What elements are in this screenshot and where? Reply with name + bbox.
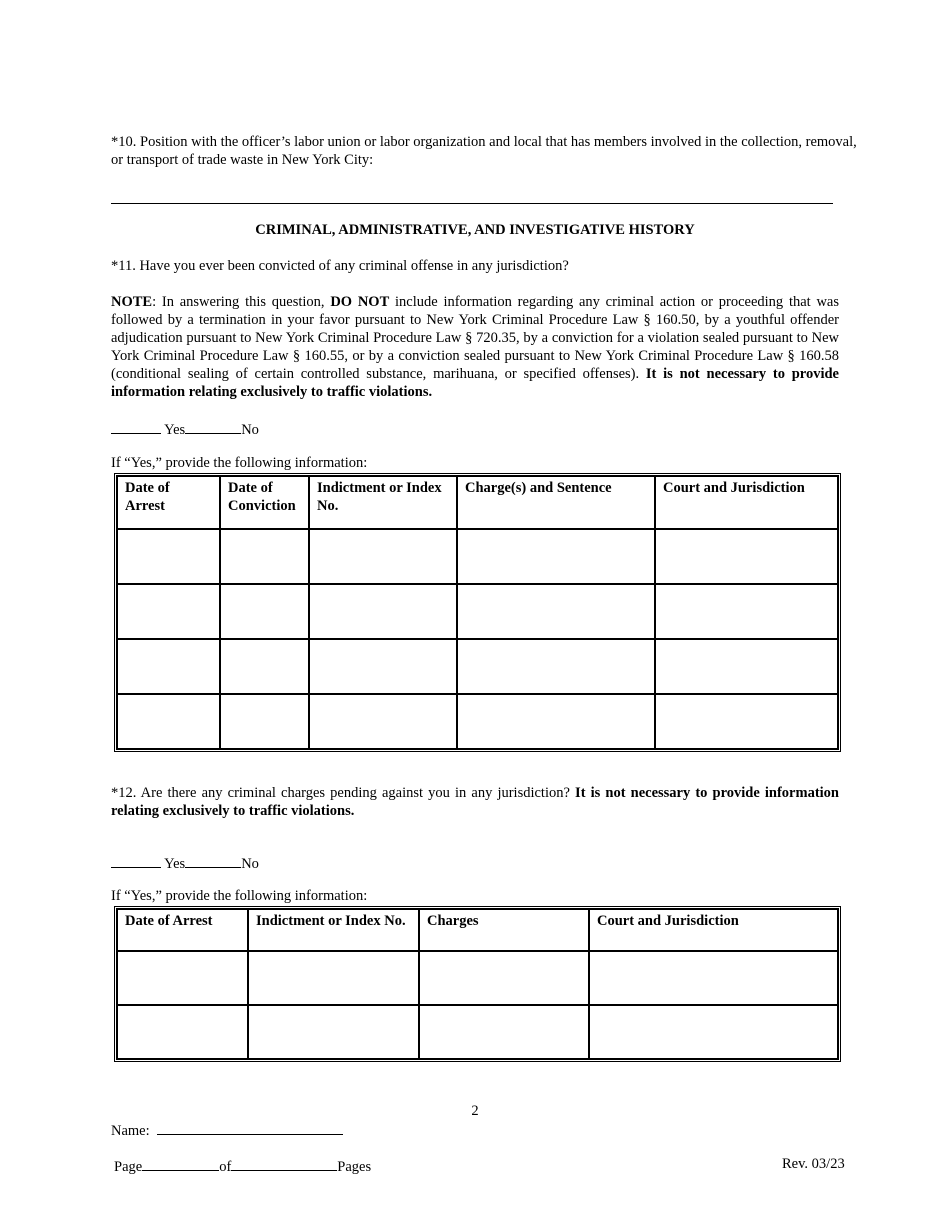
page-label: Page [114,1159,143,1175]
convictions-table [114,473,841,752]
table-cell[interactable] [419,1005,589,1059]
revision-label: Rev. 03/23 [782,1156,845,1172]
q11-yes-blank[interactable] [111,419,161,434]
q12-no-label: No [241,856,259,872]
pending-charges-table [114,906,841,1062]
q11-yes-label: Yes [164,422,186,438]
col-charges-sentence: Charge(s) and Sentence [457,476,655,529]
table-cell[interactable] [309,584,457,639]
table-cell[interactable] [655,694,838,749]
table-cell[interactable] [655,584,838,639]
pages-total-blank[interactable] [231,1156,337,1171]
col-indictment-no: Indictment or Index No. [309,476,457,529]
table-header-row [117,909,838,951]
q11-no-label: No [241,422,259,438]
question-11-note: NOTE: In answering this question, DO NOT include information regarding any criminal action or proceeding that was followed by a termination in your favor pursuant to New York Criminal Procedure Law § 160.50, by a youthful offender adjudication pursuant to New York Criminal Procedure Law § 720.35, by a conviction for a violation sealed pursuant to New York Criminal Procedure Law § 160.55, or by a conviction sealed pursuant to New York Criminal Procedure Law § 160.58 (conditional sealing of certain controlled substance, marihuana, or specified offenses). It is not necessary to provide information relating exclusively to traffic violations. [111,294,839,400]
page-count-field [114,1156,371,1176]
q11-no-blank[interactable] [185,419,241,434]
table-row [117,1005,838,1059]
of-label: of [219,1159,232,1175]
table-row [117,639,838,694]
page-blank[interactable] [142,1156,219,1171]
table-cell[interactable] [457,694,655,749]
table-cell[interactable] [457,529,655,584]
col-charges: Charges [419,909,589,951]
table-cell[interactable] [655,529,838,584]
table-cell[interactable] [220,639,309,694]
col-court-jurisdiction: Court and Jurisdiction [589,909,838,951]
question-10-answer-line[interactable] [111,203,833,204]
q12-no-blank[interactable] [185,853,241,868]
col-indictment-no: Indictment or Index No. [248,909,419,951]
table-cell[interactable] [457,639,655,694]
table-row [117,529,838,584]
table-cell[interactable] [220,529,309,584]
table-cell[interactable] [220,584,309,639]
table-cell[interactable] [117,639,220,694]
col-date-of-conviction: Date of Conviction [220,476,309,529]
pages-label: Pages [337,1159,372,1175]
question-12-text: *12. Are there any criminal charges pending against you in any jurisdiction? It is not necessary to provide information relating exclusively to traffic violations. [111,785,839,819]
table-cell[interactable] [117,529,220,584]
question-10-text: *10. Position with the officer’s labor union or labor organization and local that has members involved in the collection, removal, or transport of trade waste in New York City: [111,134,857,168]
name-label: Name: [111,1123,150,1139]
table-cell[interactable] [589,951,838,1005]
section-heading: CRIMINAL, ADMINISTRATIVE, AND INVESTIGATIVE HISTORY [255,222,695,238]
question-12-yes-no [111,853,259,873]
table-cell[interactable] [248,1005,419,1059]
table-cell[interactable] [309,639,457,694]
table-cell[interactable] [220,694,309,749]
table-cell[interactable] [117,584,220,639]
note-label: NOTE [111,294,153,310]
question-12-if-yes: If “Yes,” provide the following information: [111,888,368,904]
table-cell[interactable] [589,1005,838,1059]
note-do-not: DO NOT [330,294,390,310]
note-traffic-exclusion: It is not necessary to provide information relating exclusively to traffic violations. [111,366,839,400]
col-date-of-arrest: Date of Arrest [117,476,220,529]
table-header-row [117,476,838,529]
question-11-if-yes: If “Yes,” provide the following information: [111,455,368,471]
table-cell[interactable] [117,1005,248,1059]
q12-yes-blank[interactable] [111,853,161,868]
q12-yes-label: Yes [164,856,186,872]
table-row [117,694,838,749]
table-cell[interactable] [248,951,419,1005]
page-number: 2 [471,1103,479,1119]
table-row [117,584,838,639]
table-cell[interactable] [117,694,220,749]
table-cell[interactable] [309,529,457,584]
name-field [111,1120,343,1140]
table-cell[interactable] [655,639,838,694]
question-11-yes-no [111,419,259,439]
col-court-jurisdiction: Court and Jurisdiction [655,476,838,529]
table-cell[interactable] [309,694,457,749]
table-cell[interactable] [419,951,589,1005]
col-date-of-arrest: Date of Arrest [117,909,248,951]
name-blank[interactable] [157,1120,343,1135]
q12-traffic-exclusion: It is not necessary to provide information relating exclusively to traffic violations. [111,785,839,819]
question-11-text: *11. Have you ever been convicted of any criminal offense in any jurisdiction? [111,258,569,274]
table-row [117,951,838,1005]
table-cell[interactable] [117,951,248,1005]
table-cell[interactable] [457,584,655,639]
